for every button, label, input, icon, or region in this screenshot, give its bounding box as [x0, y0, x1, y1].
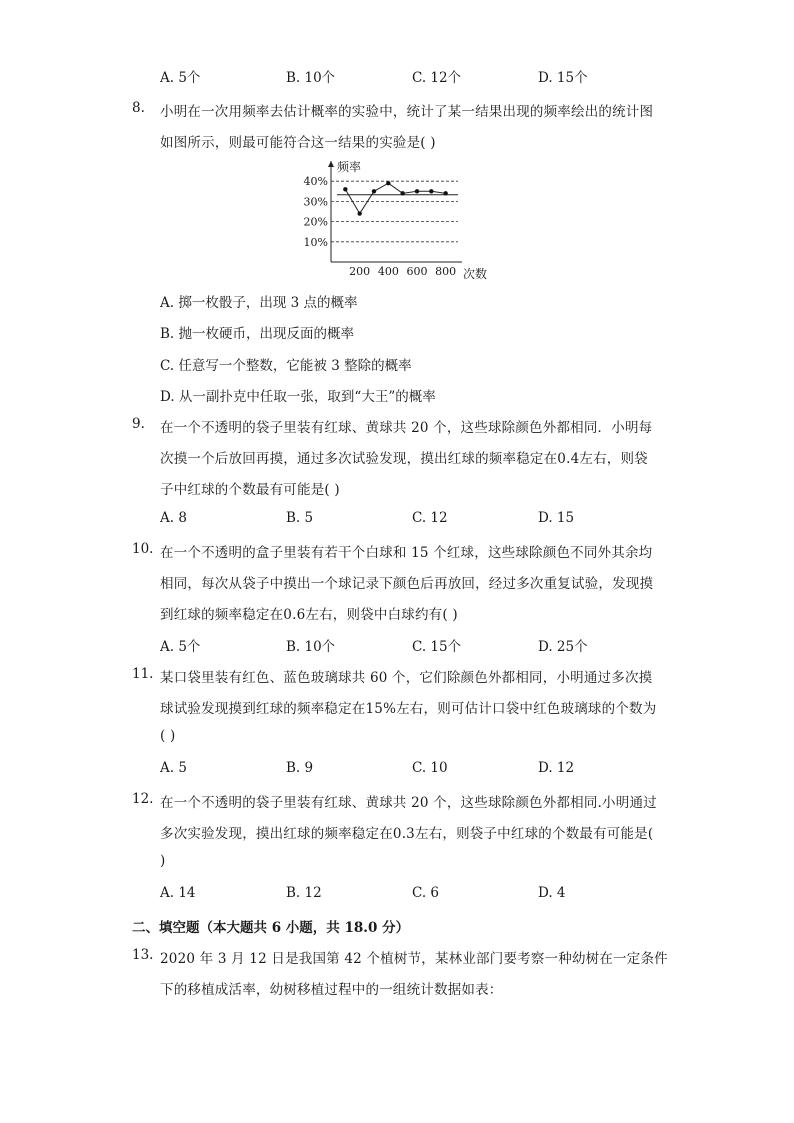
q10-option-b[interactable]: B. 10个 [286, 639, 336, 655]
y-tick-label: 40% [303, 175, 328, 189]
question-number: 11. [132, 666, 154, 682]
x-tick-label: 600 [406, 265, 428, 278]
frequency-chart [300, 153, 500, 283]
q10-option-c[interactable]: C. 15个 [412, 639, 462, 655]
q8-option-b[interactable]: B. 抛一枚硬币，出现反面的概率 [160, 326, 355, 342]
question-number: 13. [132, 947, 154, 963]
q7-option-c[interactable]: C. 12个 [412, 70, 462, 86]
data-point [415, 189, 419, 193]
y-axis-arrow [328, 161, 334, 167]
y-tick-label: 10% [303, 235, 328, 249]
q9-option-b[interactable]: B. 5 [286, 510, 314, 526]
data-point [400, 191, 404, 195]
data-point [372, 189, 376, 193]
question-text-line: 到红球的频率稳定在0.6左右，则袋中白球约有( ) [160, 607, 458, 623]
data-point [386, 181, 390, 185]
y-axis-label: 频率 [337, 160, 362, 174]
x-tick-label: 800 [435, 265, 457, 278]
section-title: 二、填空题（本大题共 6 小题，共 18.0 分） [132, 920, 410, 936]
q7-option-d[interactable]: D. 15个 [538, 70, 588, 86]
question-text-line: 2020 年 3 月 12 日是我国第 42 个植树节，某林业部门要考察一种幼树在一定条件 [160, 951, 668, 967]
question-number: 12. [132, 791, 154, 807]
q12-option-d[interactable]: D. 4 [538, 885, 566, 901]
question-number: 9. [132, 416, 145, 432]
q12-option-a[interactable]: A. 14 [160, 885, 196, 901]
q11-option-d[interactable]: D. 12 [538, 760, 575, 776]
question-text-line: 在一个不透明的袋子里装有红球、黄球共 20 个，这些球除颜色外都相同．小明每 [160, 420, 653, 436]
q8-option-c[interactable]: C. 任意写一个整数，它能被 3 整除的概率 [160, 358, 412, 374]
question-text-line: 多次实验发现，摸出红球的频率稳定在0.3左右，则袋子中红球的个数最有可能是( [160, 826, 654, 842]
question-number: 8. [132, 100, 145, 116]
q11-option-c[interactable]: C. 10 [412, 760, 448, 776]
q7-option-a[interactable]: A. 5个 [160, 70, 201, 86]
data-point [343, 187, 347, 191]
question-number: 10. [132, 541, 154, 557]
question-text-line: 如图所示，则最可能符合这一结果的实验是( ) [160, 135, 436, 151]
question-text-line: 球试验发现摸到红球的频率稳定在15%左右，则可估计口袋中红色玻璃球的个数为 [160, 701, 657, 717]
q11-option-b[interactable]: B. 9 [286, 760, 314, 776]
question-text-line: 下的移植成活率，幼树移植过程中的一组统计数据如表： [160, 982, 503, 998]
question-text-line: ( ) [160, 728, 176, 744]
question-text-line: ) [160, 853, 166, 869]
question-text-line: 在一个不透明的袋子里装有红球、黄球共 20 个，这些球除颜色外都相同.小明通过 [160, 795, 657, 811]
q12-option-c[interactable]: C. 6 [412, 885, 440, 901]
q8-option-d[interactable]: D. 从一副扑克中任取一张，取到“大王”的概率 [160, 389, 436, 405]
q9-option-d[interactable]: D. 15 [538, 510, 575, 526]
question-text-line: 在一个不透明的盒子里装有若干个白球和 15 个红球，这些球除颜色不同外其余均 [160, 545, 653, 561]
question-text-line: 小明在一次用频率去估计概率的实验中，统计了某一结果出现的频率绘出的统计图 [160, 104, 654, 120]
data-point [429, 189, 433, 193]
y-tick-label: 30% [303, 195, 328, 209]
question-text-line: 相同，每次从袋子中摸出一个球记录下颜色后再放回，经过多次重复试验，发现摸 [160, 576, 654, 592]
q11-option-a[interactable]: A. 5 [160, 760, 187, 776]
series-line [345, 183, 445, 213]
y-tick-label: 20% [303, 215, 328, 229]
x-axis-label: 次数 [463, 267, 488, 281]
data-point [357, 211, 361, 215]
question-text-line: 某口袋里装有红色、蓝色玻璃球共 60 个，它们除颜色外都相同，小明通过多次摸 [160, 670, 653, 686]
q12-option-b[interactable]: B. 12 [286, 885, 322, 901]
question-text-line: 子中红球的个数最有可能是( ) [160, 482, 340, 498]
x-tick-label: 200 [349, 265, 371, 278]
question-text-line: 次摸一个后放回再摸，通过多次试验发现，摸出红球的频率稳定在0.4左右，则袋 [160, 451, 648, 467]
q9-option-a[interactable]: A. 8 [160, 510, 187, 526]
data-point [443, 191, 447, 195]
x-tick-label: 400 [377, 265, 399, 278]
q10-option-a[interactable]: A. 5个 [160, 639, 201, 655]
q9-option-c[interactable]: C. 12 [412, 510, 448, 526]
q8-option-a[interactable]: A. 掷一枚骰子，出现 3 点的概率 [160, 295, 358, 311]
q7-option-b[interactable]: B. 10个 [286, 70, 336, 86]
q10-option-d[interactable]: D. 25个 [538, 639, 588, 655]
